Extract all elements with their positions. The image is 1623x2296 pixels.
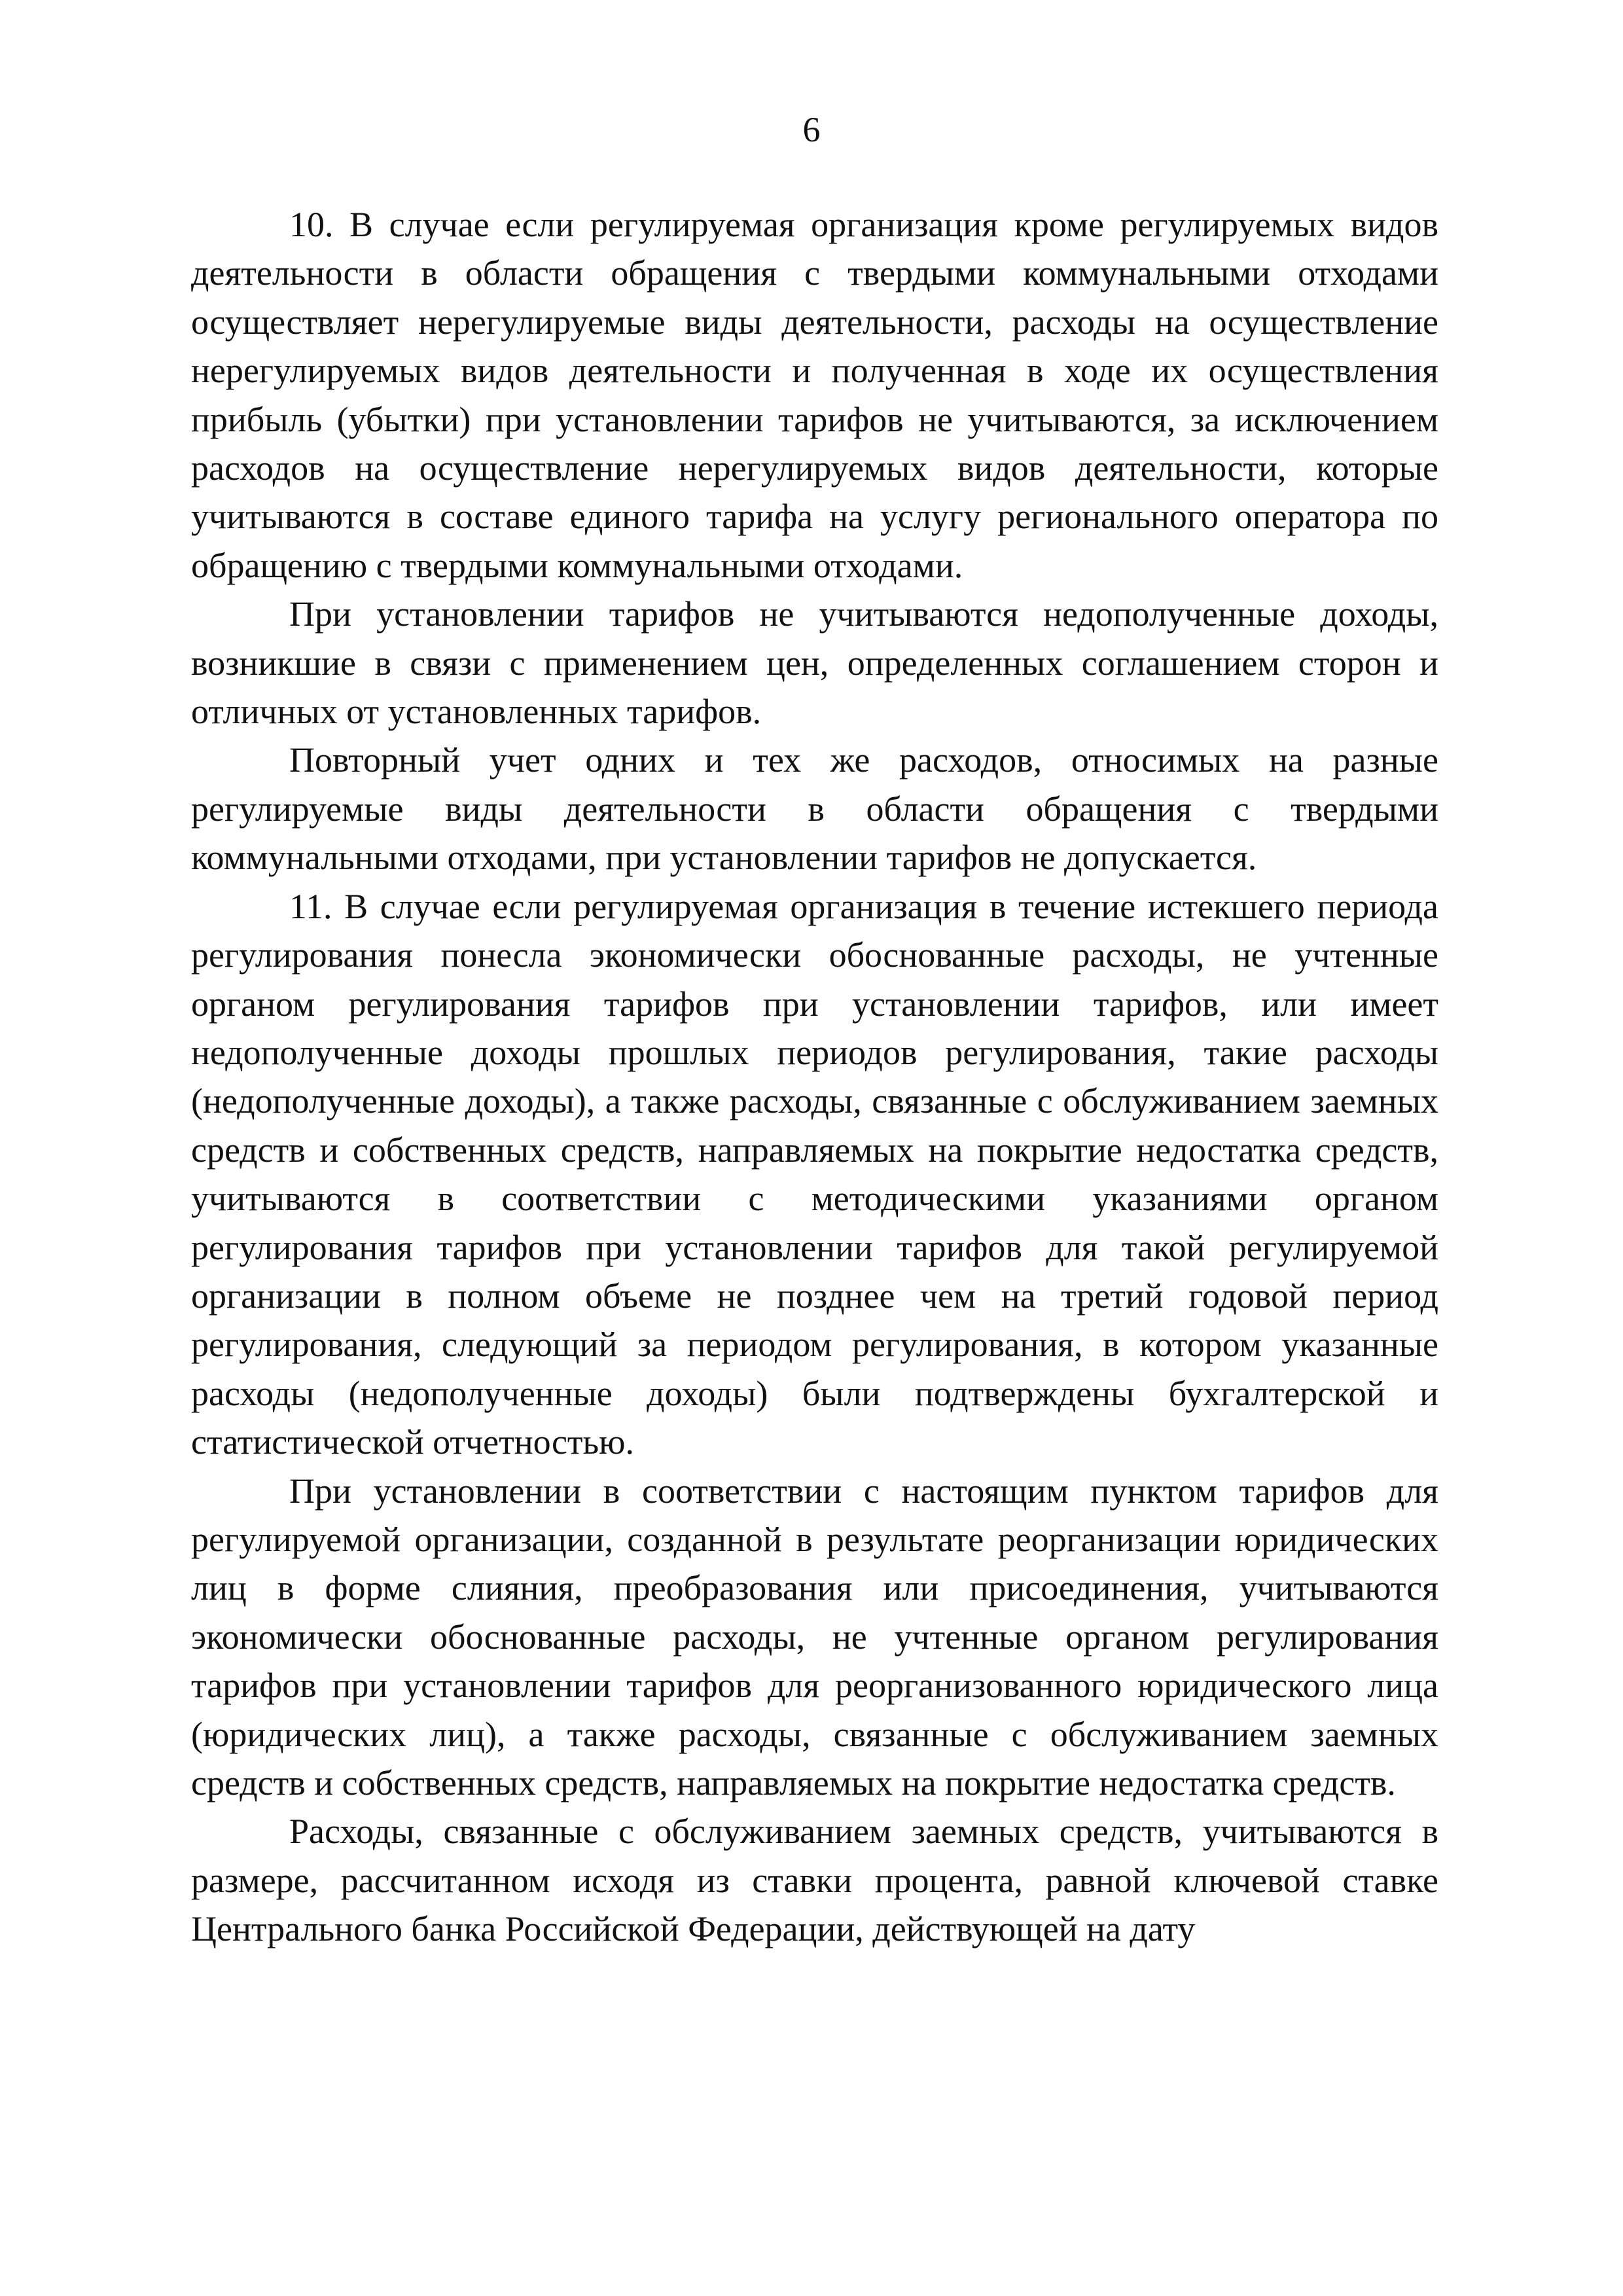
paragraph-double-accounting: Повторный учет одних и тех же расходов, относимых на разные регулируемые виды деятельности в области обращения с твердыми коммунальными отходами, при установлении тарифов не допускается.: [191, 740, 1438, 878]
paragraph-reorganization: При установлении в соответствии с настоящим пунктом тарифов для регулируемой организации, созданной в результате реорганизации юридических лиц в форме слияния, преобразования или присоединения, учитываются экономически обоснованные расходы, не учтенные органом регулирования тарифов при установлении тарифов для реорганизованного юридического лица (юридических лиц), а также расходы, связанные с обслуживанием заемных средств и собственных средств, направляемых на покрытие недостатка средств.: [191, 1471, 1438, 1803]
paragraph-11: 11. В случае если регулируемая организация в течение истекшего периода регулирования понесла экономически обоснованные расходы, не учтенные органом регулирования тарифов при установлении тарифов, или имеет недополученные доходы прошлых периодов регулирования, такие расходы (недополученные доходы), а также расходы, связанные с обслуживанием заемных средств и собственных средств, направляемых на покрытие недостатка средств, учитываются в соответствии с методическими указаниями органом регулирования тарифов при установлении тарифов для такой регулируемой организации в полном объеме не позднее чем на третий годовой период регулирования, следующий за периодом регулирования, в котором указанные расходы (недополученные доходы) были подтверждены бухгалтерской и статистической отчетностью.: [191, 886, 1438, 1462]
page-number: 6: [802, 110, 821, 149]
paragraph-10: 10. В случае если регулируемая организация кроме регулируемых видов деятельности в области обращения с твердыми коммунальными отходами осуществляет нерегулируемые виды деятельности, расходы на осуществление нерегулируемых видов деятельности и полученная в ходе их осуществления прибыль (убытки) при установлении тарифов не учитываются, за исключением расходов на осуществление нерегулируемых видов деятельности, которые учитываются в составе единого тарифа на услугу регионального оператора по обращению с твердыми коммунальными отходами.: [191, 205, 1438, 585]
paragraph-borrowed-funds: Расходы, связанные с обслуживанием заемных средств, учитываются в размере, рассчитанном исходя из ставки процента, равной ключевой ставке Центрального банка Российской Федерации, действующей на дату: [191, 1812, 1438, 1949]
document-body: [191, 200, 1438, 1954]
paragraph-lost-income: При установлении тарифов не учитываются недополученные доходы, возникшие в связи с применением цен, определенных соглашением сторон и отличных от установленных тарифов.: [191, 594, 1438, 732]
